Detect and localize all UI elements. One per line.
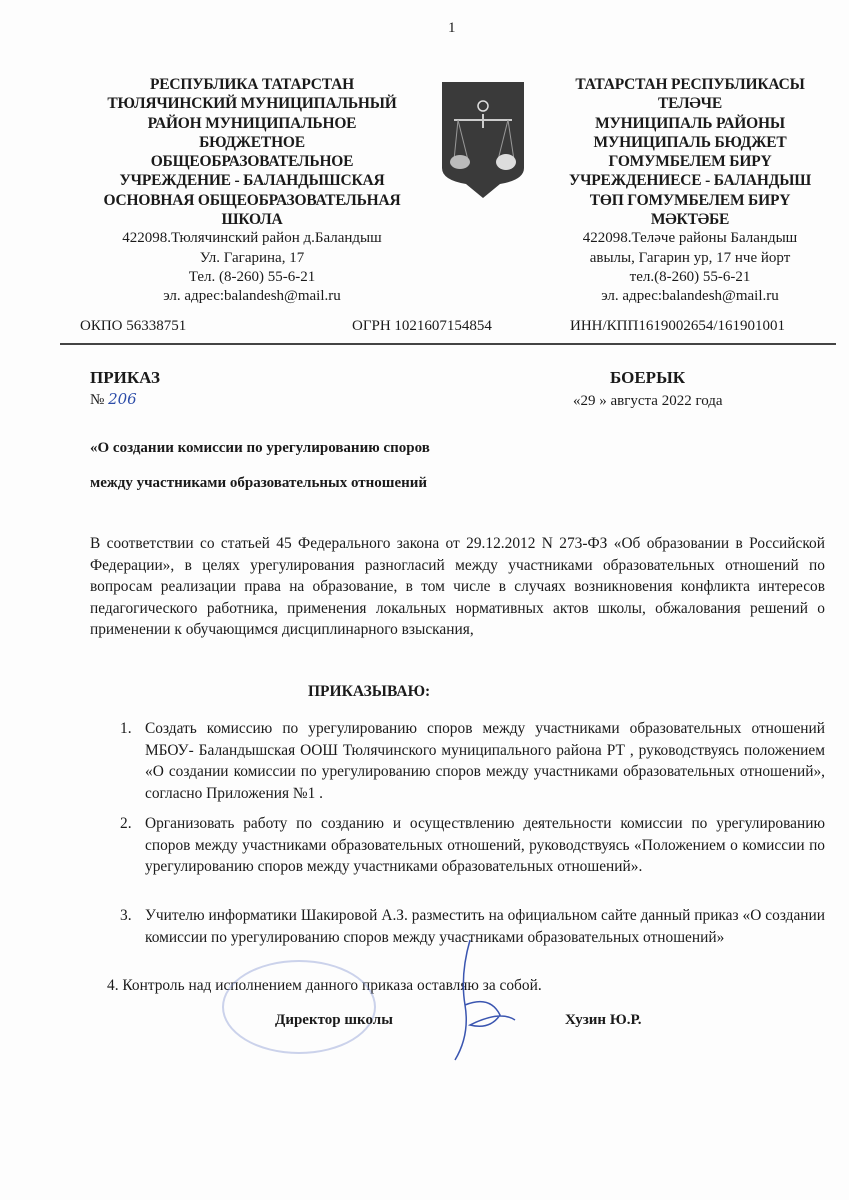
header-heading-line: ОБЩЕОБРАЗОВАТЕЛЬНОЕ	[150, 153, 354, 171]
number-sign: №	[90, 392, 105, 408]
item-text: Учителю информатики Шакировой А.З. разместить на официальном сайте данный приказ «О создании комиссии по урегулированию споров между участниками образовательных отношений»	[145, 907, 825, 946]
header-contact-line: Тел. (8-260) 55-6-21	[188, 268, 316, 285]
order-title-tt: БОЕРЫК	[610, 368, 686, 387]
header-contact-line: 422098.Тюлячинский район д.Баландыш	[122, 230, 382, 247]
signature	[430, 935, 520, 1070]
inn-kpp-code: ИНН/КПП1619002654/161901001	[570, 318, 786, 334]
ogrn-code: ОГРН 1021607154854	[352, 318, 492, 334]
order-title-ru: ПРИКАЗ	[90, 368, 160, 387]
header-heading-line: ТЕЛӘЧЕ	[658, 95, 722, 113]
order-item-4: 4. Контроль над исполнением данного приказа оставляю за собой.	[107, 977, 542, 994]
handwritten-order-number: 206	[108, 390, 137, 408]
header-heading-line: ГОМУМБЕЛЕМ БИРҮ	[608, 153, 772, 171]
header-heading-line: БЮДЖЕТНОЕ	[199, 133, 305, 151]
header-heading-line: МУНИЦИПАЛЬ БЮДЖЕТ	[593, 133, 787, 151]
page-number: 1	[448, 20, 456, 36]
header-heading-line: ТАТАРСТАН РЕСПУБЛИКАСЫ	[575, 76, 805, 93]
item-text: Создать комиссию по урегулированию споров между участниками образовательных отношений МБОУ- Баландышская ООШ Тюлячинского муниципального района РТ , руководствуясь положением «О создании комиссии по урегулированию споров между участниками образовательных отношений», согласно Приложения №1 .	[145, 720, 825, 802]
item-number: 2.	[120, 815, 132, 832]
header-contact-line: тел.(8-260) 55-6-21	[629, 268, 751, 285]
header-heading-line: ОСНОВНАЯ ОБЩЕОБРАЗОВАТЕЛЬНАЯ	[103, 191, 401, 209]
header-heading-line: ТӨП ГОМУМБЕЛЕМ БИРҮ	[589, 191, 791, 209]
school-stamp	[222, 960, 376, 1054]
decree-heading: ПРИКАЗЫВАЮ:	[308, 683, 431, 700]
item-number: 3.	[120, 907, 132, 924]
order-item-1	[120, 718, 825, 804]
header-contact-line: эл. адрес:balandesh@mail.ru	[601, 288, 779, 305]
okpo-code: ОКПО 56338751	[80, 318, 187, 334]
header-divider	[60, 343, 836, 345]
header-heading-line: РАЙОН МУНИЦИПАЛЬНОЕ	[147, 114, 357, 132]
preamble-paragraph: В соответствии со статьей 45 Федерального закона от 29.12.2012 N 273-ФЗ «Об образовании в Российской Федерации», в целях урегулирования разногласий между участниками образовательных отношений по вопросам реализации права на образование, в том числе в случаях возникновения конфликта интересов педагогического работника, применения локальных нормативных актов школы, обжалования решений о применении к обучающимся дисциплинарного взыскания,	[90, 535, 825, 638]
header-left	[72, 75, 432, 307]
item-text: Организовать работу по созданию и осуществлению деятельности комиссии по урегулированию споров между участниками образовательных отношений, руководствуясь «Положением о комиссии по урегулированию споров между участниками образовательных отношений».	[145, 815, 825, 875]
header-heading-line: МӘКТӘБЕ	[650, 211, 730, 229]
header-heading-line: РЕСПУБЛИКА ТАТАРСТАН	[149, 76, 355, 93]
header-contact-line: авылы, Гагарин ур, 17 нче йорт	[589, 249, 791, 266]
coat-of-arms-emblem	[440, 80, 526, 200]
header-heading-line: ШКОЛА	[221, 211, 283, 229]
header-right	[545, 75, 835, 307]
order-number	[90, 390, 137, 409]
header-contact-line: Ул. Гагарина, 17	[199, 249, 305, 266]
item-number: 1.	[120, 720, 132, 737]
order-subject-line-1: «О создании комиссии по урегулированию споров	[90, 440, 430, 456]
signer-name: Хузин Ю.Р.	[565, 1012, 642, 1028]
header-contact-line: 422098.Теләче районы Баландыш	[582, 230, 798, 247]
signer-title: Директор школы	[275, 1012, 393, 1028]
header-heading-line: УЧРЕЖДЕНИЕ - БАЛАНДЫШСКАЯ	[119, 172, 385, 190]
header-heading-line: УЧРЕЖДЕНИЕСЕ - БАЛАНДЫШ	[568, 172, 812, 190]
order-item-2	[120, 813, 825, 878]
header-heading-line: ТЮЛЯЧИНСКИЙ МУНИЦИПАЛЬНЫЙ	[107, 95, 397, 113]
header-contact-line: эл. адрес:balandesh@mail.ru	[163, 288, 341, 305]
order-date: «29 » августа 2022 года	[573, 393, 723, 409]
header-heading-line: МУНИЦИПАЛЬ РАЙОНЫ	[595, 114, 785, 132]
order-subject-line-2: между участниками образовательных отношений	[90, 475, 428, 491]
